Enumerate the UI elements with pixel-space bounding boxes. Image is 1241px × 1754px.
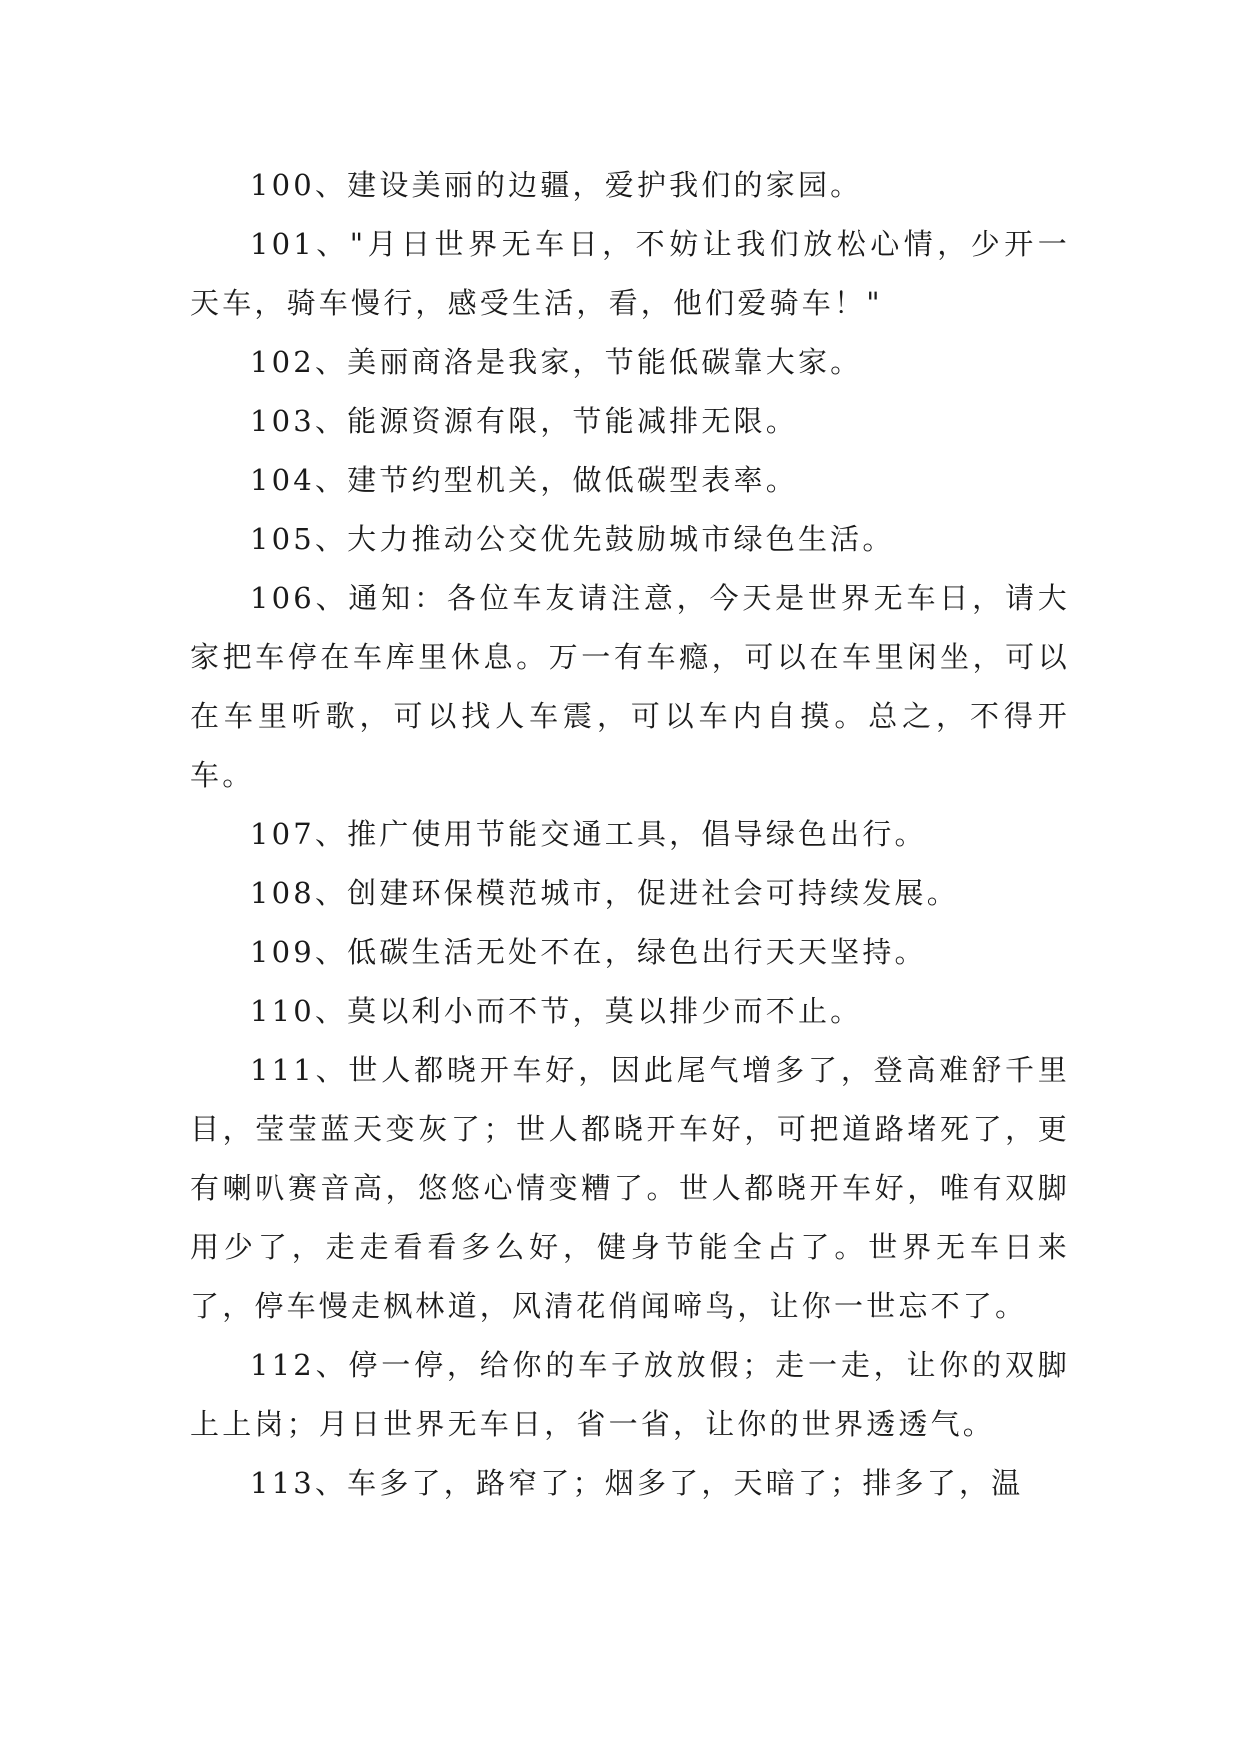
paragraph-104: 104、建节约型机关，做低碳型表率。 xyxy=(250,463,798,497)
paragraph-107: 107、推广使用节能交通工具，倡导绿色出行。 xyxy=(250,817,927,851)
paragraph-103: 103、能源资源有限，节能减排无限。 xyxy=(250,404,798,438)
paragraph-100: 100、建设美丽的边疆，爱护我们的家园。 xyxy=(250,168,863,202)
paragraph-112: 112、停一停，给你的车子放放假；走一走，让你的双脚上上岗；月日世界无车日，省一省，让你的世界透透气。 xyxy=(190,1348,1070,1441)
paragraph-109: 109、低碳生活无处不在，绿色出行天天坚持。 xyxy=(250,935,927,969)
paragraph-110: 110、莫以利小而不节，莫以排少而不止。 xyxy=(250,994,863,1028)
paragraph-101: 101、"月日世界无车日，不妨让我们放松心情，少开一天车，骑车慢行，感受生活，看，他们爱骑车！" xyxy=(190,227,1070,320)
document-body xyxy=(190,156,1070,1513)
paragraph-111: 111、世人都晓开车好，因此尾气增多了，登高难舒千里目，莹莹蓝天变灰了；世人都晓开车好，可把道路堵死了，更有喇叭赛音高，悠悠心情变糟了。世人都晓开车好，唯有双脚用少了，走走看看多么好，健身节能全占了。世界无车日来了，停车慢走枫林道，风清花俏闻啼鸟，让你一世忘不了。 xyxy=(190,1053,1070,1323)
paragraph-102: 102、美丽商洛是我家，节能低碳靠大家。 xyxy=(250,345,863,379)
paragraph-113: 113、车多了，路窄了；烟多了，天暗了；排多了，温 xyxy=(250,1466,1024,1500)
paragraph-106: 106、通知：各位车友请注意，今天是世界无车日，请大家把车停在车库里休息。万一有车瘾，可以在车里闲坐，可以在车里听歌，可以找人车震，可以车内自摸。总之，不得开车。 xyxy=(190,581,1070,792)
paragraph-108: 108、创建环保模范城市，促进社会可持续发展。 xyxy=(250,876,959,910)
paragraph-105: 105、大力推动公交优先鼓励城市绿色生活。 xyxy=(250,522,895,556)
